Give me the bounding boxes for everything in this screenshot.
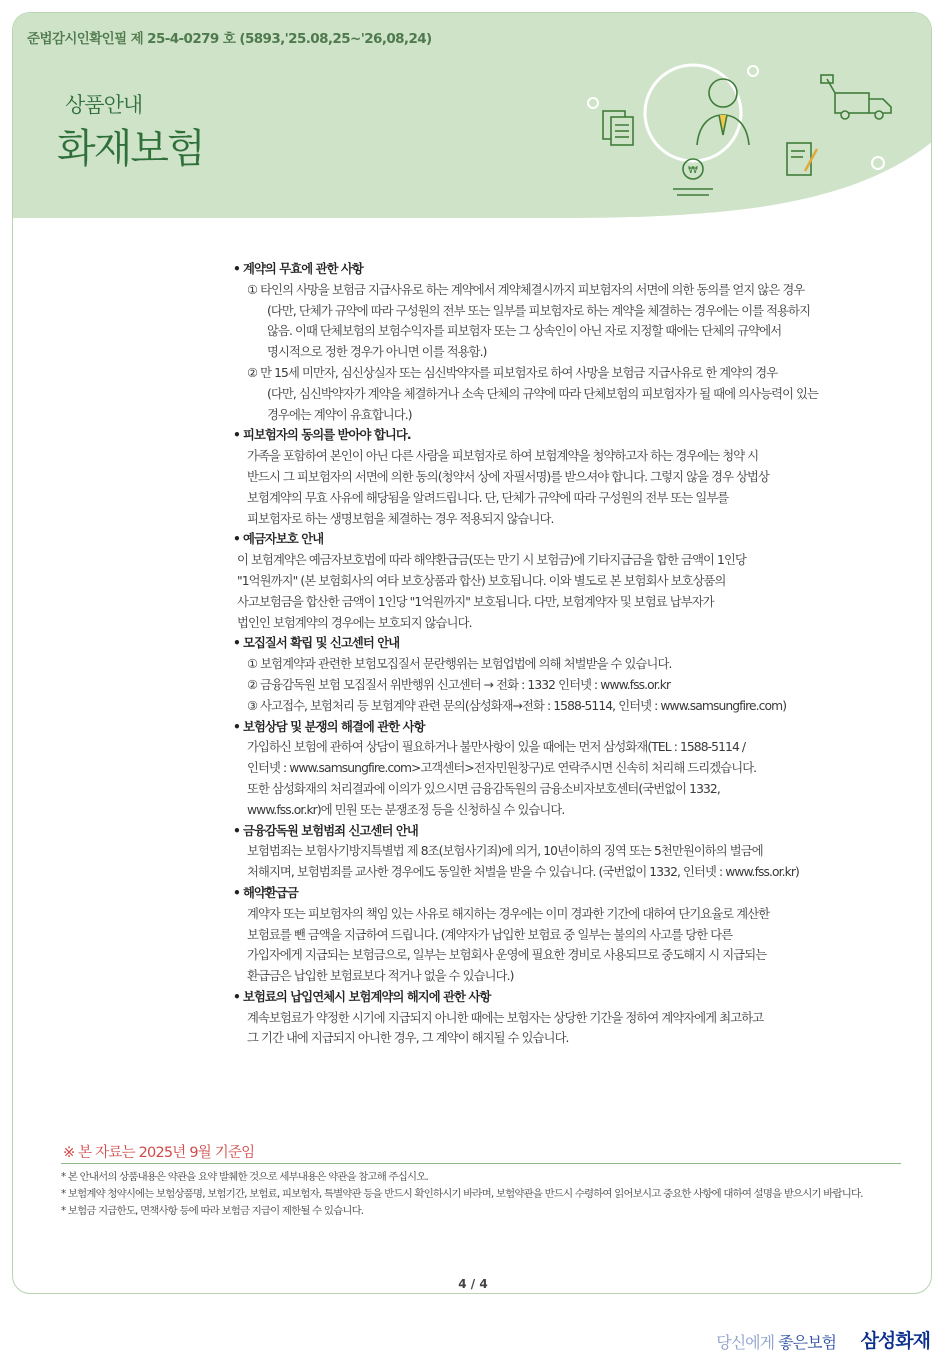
approval-number: 준법감시인확인필 제 25-4-0279 호 (5893,'25.08,25~'26,08,24) [27,31,432,47]
text-line: 반드시 그 피보험자의 서면에 의한 동의(청약서 상에 자필서명)를 받으셔야 합니다. 그렇지 않을 경우 상법상 [247,469,770,484]
section-depositor-protection [233,529,913,633]
text-line: ① 타인의 사망을 보험금 지급사유로 하는 계약에서 계약체결시까지 피보험자의 서면에 의한 동의를 얻지 않은 경우 [247,282,805,297]
text-line: 가입자에게 지급되는 보험금으로, 일부는 보험회사 운영에 필요한 경비로 사용되므로 중도해지 시 지급되는 [247,948,767,963]
notice-item: * 보험금 지급한도, 면책사항 등에 따라 보험금 지급이 제한될 수 있습니다. [61,1205,364,1217]
text-line: (다만, 심신박약자가 계약을 체결하거나 소속 단체의 규약에 따라 단체보험의 피보험자가 될 때에 의사능력이 있는 [267,386,819,401]
slogan-highlight: 좋은보험 [778,1333,836,1352]
section-insured-consent [233,425,913,529]
section-title: • 예금자보호 안내 [233,532,324,547]
section-title: • 모집질서 확립 및 신고센터 안내 [233,636,400,651]
tow-truck-icon [821,75,891,119]
text-line: 보험범죄는 보험사기방지특별법 제 8조(보험사기죄)에 의거, 10년이하의 징역 또는 5천만원이하의 벌금에 [247,844,763,859]
notice-divider [61,1163,901,1164]
svg-text:₩: ₩ [688,165,698,176]
footer-slogan [716,1330,836,1353]
section-title: • 금융감독원 보험범죄 신고센터 안내 [233,823,418,838]
text-line: 환급금은 납입한 보험료보다 적거나 없을 수 있습니다.) [247,969,514,984]
section-title: • 해약환급금 [233,885,298,900]
text-line: 또한 삼성화재의 처리결과에 이의가 있으시면 금융감독원의 금융소비자보호센터(국번없이 1332, [247,781,720,796]
contract-pen-icon [787,143,817,175]
text-line: ② 금융감독원 보험 모집질서 위반행위 신고센터 → 전화 : 1332 인터넷 : www.fss.or.kr [247,677,671,692]
section-title: • 보험료의 납입연체시 보험계약의 해지에 관한 사항 [233,989,491,1004]
notice-list [61,1169,901,1220]
documents-icon [603,111,633,145]
text-line: "1억원까지" (본 보험회사의 여타 보호상품과 합산) 보호됩니다. 이와 별도로 본 보험회사 보호상품의 [237,573,726,588]
page-subtitle: 상품안내 [65,93,143,117]
text-line: 처해지며, 보험범죄를 교사한 경우에도 동일한 처벌을 받을 수 있습니다. (국번없이 1332, 인터넷 : www.fss.or.kr) [247,865,799,880]
header-illustration [573,53,913,213]
text-line: 경우에는 계약이 유효합니다.) [267,407,412,422]
text-line: 법인인 보험계약의 경우에는 보호되지 않습니다. [237,615,472,630]
text-line: ③ 사고접수, 보험처리 등 보험계약 관련 문의(삼성화재→전화 : 1588-5114, 인터넷 : www.samsungfire.com) [247,698,787,713]
text-line: ② 만 15세 미만자, 심신상실자 또는 심신박약자를 피보험자로 하여 사망을 보험금 지급사유로 한 계약의 경우 [247,365,778,380]
text-line: 명시적으로 정한 경우가 아니면 이를 적용함.) [267,345,487,360]
notice-item: * 본 안내서의 상품내용은 약관을 요약 발췌한 것으로 세부내용은 약관을 참고해 주십시오. [61,1171,428,1183]
section-title: • 피보험자의 동의를 받아야 합니다. [233,428,411,443]
text-line: 이 보험계약은 예금자보호법에 따라 해약환급금(또는 만기 시 보험금)에 기타지급금을 합한 금액이 1인당 [237,553,746,568]
text-line: 그 기간 내에 지급되지 아니한 경우, 그 계약이 해지될 수 있습니다. [247,1031,569,1046]
text-line: 계약자 또는 피보험자의 책임 있는 사유로 해지하는 경우에는 이미 경과한 기간에 대하여 단기요율로 계산한 [247,906,770,921]
section-surrender-value [233,883,913,987]
section-dispute-resolution [233,717,913,821]
content-body [233,259,913,1049]
text-line: www.fss.or.kr)에 민원 또는 분쟁조정 등을 신청하실 수 있습니다. [247,802,565,817]
text-line: 피보험자로 하는 생명보험을 체결하는 경우 적용되지 않습니다. [247,511,554,526]
notice-item: * 보험계약 청약시에는 보험상품명, 보험기간, 보험료, 피보험자, 특별약관 등을 반드시 확인하시기 바라며, 보험약관을 반드시 수령하여 읽어보시고 중요한 사항에 대하여 설명을 받으시기 바랍니다. [61,1188,863,1200]
slogan-prefix: 당신에게 [716,1333,779,1352]
text-line: 사고보험금을 합산한 금액이 1인당 "1억원까지" 보호됩니다. 다만, 보험계약자 및 보험료 납부자가 [237,594,714,609]
section-fraud-report [233,821,913,883]
text-line: 가입하신 보험에 관하여 상담이 필요하거나 불만사항이 있을 때에는 먼저 삼성화재(TEL : 1588-5114 / [247,740,746,755]
section-title: • 보험상담 및 분쟁의 해결에 관한 사항 [233,719,425,734]
money-hand-icon [673,159,713,195]
text-line: 보험계약의 무효 사유에 해당됨을 알려드립니다. 단, 단체가 규약에 따라 구성원의 전부 또는 일부를 [247,490,729,505]
text-line: 보험료를 뺀 금액을 지급하여 드립니다. (계약자가 납입한 보험료 중 일부는 불의의 사고를 당한 다른 [247,927,733,942]
text-line: 계속보험료가 약정한 시기에 지급되지 아니한 때에는 보험자는 상당한 기간을 정하여 계약자에게 최고하고 [247,1010,764,1025]
brand-logo: 삼성화재 [860,1330,930,1352]
text-line: 가족을 포함하여 본인이 아닌 다른 사람을 피보험자로 하여 보험계약을 청약하고자 하는 경우에는 청약 시 [247,449,759,464]
text-line: 인터넷 : www.samsungfire.com>고객센터>전자민원창구)로 연락주시면 신속히 처리해 드리겠습니다. [247,761,757,776]
section-premium-default [233,987,913,1049]
notice-title: ※ 본 자료는 2025년 9월 기준임 [63,1145,255,1161]
text-line: (다만, 단체가 규약에 따라 구성원의 전부 또는 일부를 피보험자로 하는 계약을 체결하는 경우에는 이를 적용하지 [267,303,811,318]
page-title: 화재보험 [57,126,204,172]
section-solicitation-order [233,633,913,716]
text-line: ① 보험계약과 관련한 보험모집질서 문란행위는 보험업법에 의해 처벌받을 수 있습니다. [247,657,672,672]
page-frame [12,12,932,1294]
text-line: 않음. 이때 단체보험의 보험수익자를 피보험자 또는 그 상속인이 아닌 자로 지정할 때에는 단체의 규약에서 [267,324,782,339]
section-title: • 계약의 무효에 관한 사항 [233,262,363,276]
page-number: 4 / 4 [458,1277,488,1291]
section-void-contract [233,259,913,425]
